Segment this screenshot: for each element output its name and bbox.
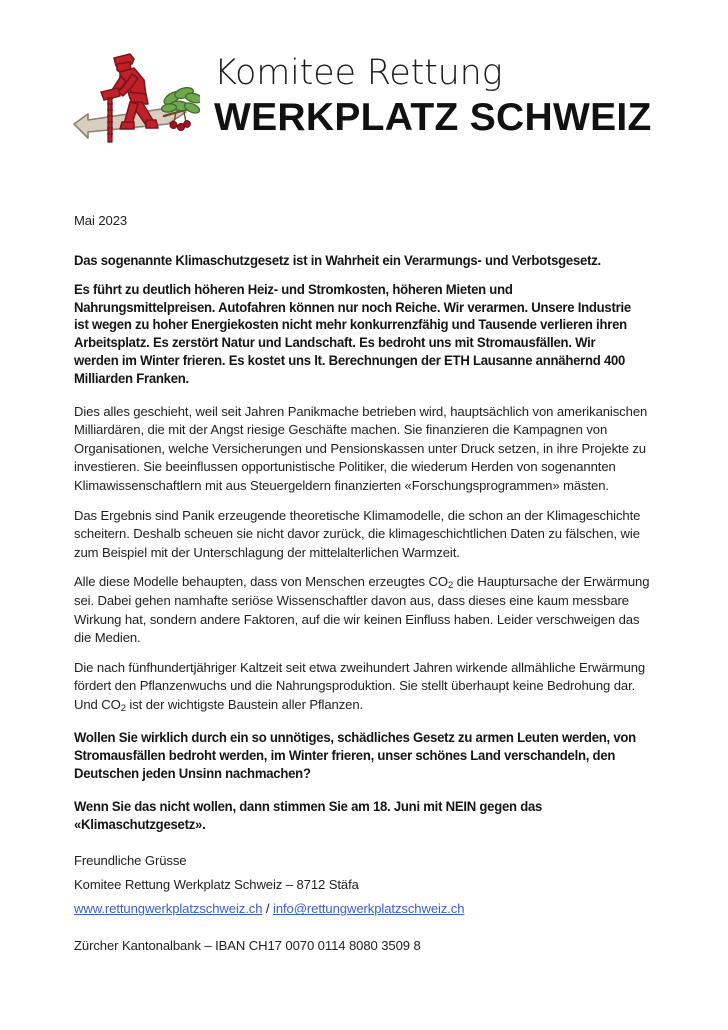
signature-greeting: Freundliche Grüsse (74, 853, 187, 869)
paragraph-4 (74, 573, 660, 647)
wordmark-line-1: Komitee Rettung (214, 52, 503, 93)
paragraph-2: Dies alles geschieht, weil seit Jahren Panikmache betrieben wird, hauptsächlich von amerikanischen Milliardären, die mit der Angst riesige Geschäfte machen. Sie finanzieren die Kampagnen von Organisationen, welche Versicherungen und Pensionskassen unter Druck setzen, in ihre Projekte zu investieren. Sie beeinflussen opportunistische Politiker, die wiederum Herden von sogenannten Klimawissenschaftlern mit aus Steuergeldern finanzierten «Forschungsprogrammen» mästen. (74, 403, 648, 493)
paragraph-3: Das Ergebnis sind Panik erzeugende theoretische Klimamodelle, die schon an der Klimageschichte scheitern. Deshalb scheuen sie nicht davor zurück, die klimageschichtlichen Daten zu fälschen, wie zum Beispiel mit der Unterschlagung der mittelalterlichen Warmzeit. (74, 507, 641, 560)
bold-paragraph-1: Es führt zu deutlich höheren Heiz- und Stromkosten, höheren Mieten und Nahrungsmittelpreisen. Autofahren können nur noch Reiche. Wir verarmen. Unsere Industrie ist wegen zu hoher Energiekosten nicht mehr konkurrenzfähig und Tausende verlieren ihren Arbeitsplatz. Es zerstört Natur und Landschaft. Es bedroht uns mit Stromausfällen. Wir werden im Winter frieren. Es kostet uns lt. Berechnungen der ETH Lausanne annähernd 400 Milliarden Franken. (74, 281, 631, 386)
headline: Das sogenannte Klimaschutzgesetz ist in Wahrheit ein Verarmungs- und Verbotsgesetz. (74, 253, 601, 268)
letterhead (0, 0, 728, 190)
paragraph-5-text-after-subscript: ist der wichtigste Baustein aller Pflanzen. (125, 696, 364, 712)
letter-body (74, 212, 660, 955)
signature-organisation: Komitee Rettung Werkplatz Schweiz – 8712 Stäfa (74, 877, 359, 893)
email-link[interactable]: info@rettungwerkplatzschweiz.ch (273, 901, 465, 917)
date-line: Mai 2023 (74, 213, 128, 228)
website-link[interactable]: www.rettungwerkplatzschweiz.ch (74, 901, 263, 917)
wordmark (214, 52, 652, 139)
bold-question: Wollen Sie wirklich durch ein so unnötiges, schädliches Gesetz zu armen Leuten werden, von Stromausfällen bedroht werden, im Winter frieren, unser schönes Land verschandeln, den Deutschen jeden Unsinn nachmachen? (74, 730, 636, 782)
paragraph-4-text-before-subscript: Alle diese Modelle behaupten, dass von Menschen erzeugtes CO (74, 574, 448, 590)
lumberjack-sawing-log-icon (68, 46, 200, 150)
paragraph-5 (74, 659, 660, 715)
link-separator: / (262, 901, 274, 917)
bank-details: Zürcher Kantonalbank – IBAN CH17 0070 0114 8080 3509 8 (74, 938, 421, 954)
paragraph-4-text-after-subscript: die Hauptursache der Erwärmung sei. Dabei gehen namhafte seriöse Wissenschaftler davon aus, dass dieses eine kaum messbare Wirkung hat, sondern andere Faktoren, auf die wir keinen Einfluss haben. Leider verschweigen das die Medien. (74, 574, 650, 646)
bold-call-to-action: Wenn Sie das nicht wollen, dann stimmen Sie am 18. Juni mit NEIN gegen das «Klimaschutzgesetz». (74, 798, 543, 832)
paragraph-5-text-before-subscript: Die nach fünfhundertjähriger Kaltzeit seit etwa zweihundert Jahren wirkende allmähliche Erwärmung fördert den Pflanzenwuchs und die Nahrungsproduktion. Sie stellt überhaupt keine Bedrohung dar. Und CO (74, 659, 646, 712)
co2-subscript: 2 (120, 701, 126, 713)
wordmark-line-2: WERKPLATZ SCHWEIZ (214, 95, 652, 139)
contact-links (74, 900, 660, 918)
co2-subscript: 2 (447, 579, 454, 591)
